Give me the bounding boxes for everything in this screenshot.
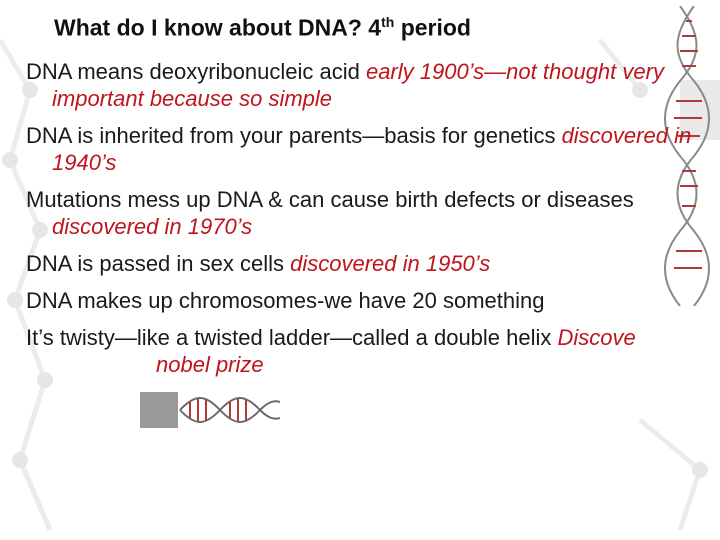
bullet-text: DNA is inherited from your parents—basis for genetics <box>26 123 562 148</box>
bullet-note: discovered in 1950’s <box>290 251 491 276</box>
bullet-text: DNA means deoxyribonucleic acid <box>26 59 366 84</box>
list-item <box>26 122 706 176</box>
title-superscript: th <box>381 14 395 30</box>
bullet-text: DNA is passed in sex cells <box>26 251 291 276</box>
title-main: What do I know about DNA? 4 <box>54 14 382 41</box>
bullet-note: Discove <box>557 325 636 350</box>
bullet-text: It’s twisty—like a twisted ladder—called a double helix <box>26 325 558 350</box>
dna-helix-icon <box>140 392 280 428</box>
bullet-note: discovered in 1940’s <box>52 123 692 175</box>
title-end: period <box>394 14 471 41</box>
bullet-list <box>26 58 706 388</box>
list-item <box>26 250 706 277</box>
bullet-note: early 1900’s—not thought very important because so simple <box>52 59 664 111</box>
list-item <box>26 324 706 378</box>
list-item <box>26 58 706 112</box>
bullet-note-tail: nobel prize <box>156 352 264 377</box>
list-item <box>26 186 706 240</box>
slide-title <box>54 14 471 42</box>
bullet-text: DNA makes up chromosomes-we have 20 something <box>26 288 545 313</box>
bullet-text: Mutations mess up DNA & can cause birth defects or diseases <box>26 187 634 212</box>
bullet-note: discovered in 1970’s <box>52 214 253 239</box>
list-item <box>26 287 706 314</box>
